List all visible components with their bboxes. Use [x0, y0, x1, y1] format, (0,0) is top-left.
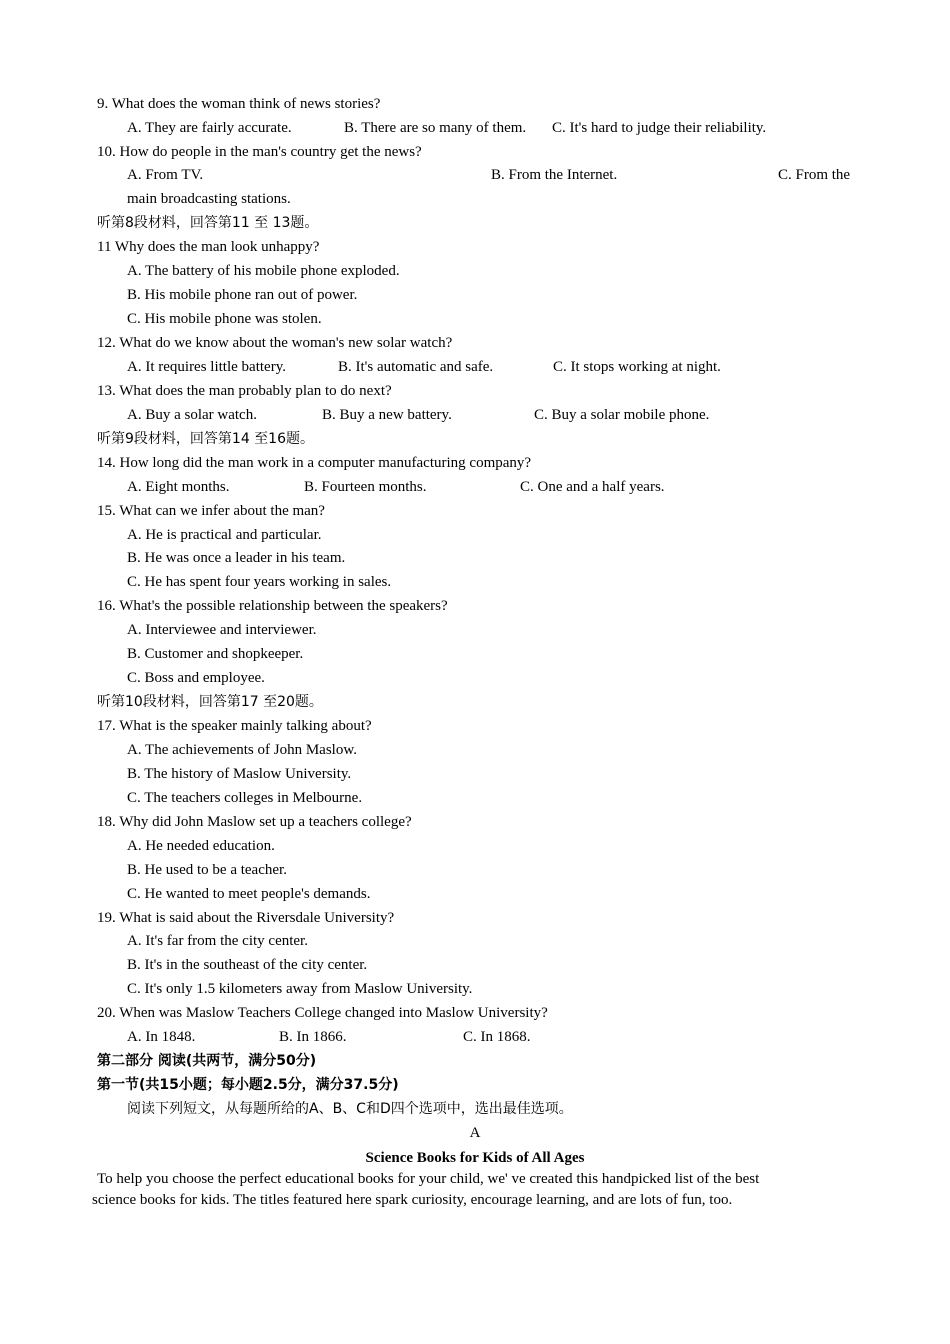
question-15: 15. What can we infer about the man? [97, 503, 325, 519]
question-12: 12. What do we know about the woman's new solar watch? [97, 335, 453, 351]
question-18-option-c: C. He wanted to meet people's demands. [127, 886, 371, 902]
reading-instruction: 阅读下列短文，从每题所给的A、B、C和D四个选项中，选出最佳选项。 [127, 1101, 573, 1117]
passage-paragraph-line-1: To help you choose the perfect educational books for your child, we' ve created this handpicked list of the best [97, 1171, 760, 1187]
question-16: 16. What's the possible relationship between the speakers? [97, 598, 448, 614]
question-9-option-b: B. There are so many of them. [344, 120, 527, 136]
passage-letter: A [469, 1125, 481, 1141]
question-16-option-b: B. Customer and shopkeeper. [127, 646, 304, 662]
question-10-option-a: A. From TV. [127, 167, 204, 183]
question-20-option-b: B. In 1866. [279, 1029, 347, 1045]
question-16-option-a: A. Interviewee and interviewer. [127, 622, 317, 638]
section-9-heading: 听第9段材料，回答第14 至16题。 [97, 431, 314, 447]
question-17: 17. What is the speaker mainly talking about? [97, 718, 372, 734]
question-14: 14. How long did the man work in a computer manufacturing company? [97, 455, 532, 471]
question-14-option-a: A. Eight months. [127, 479, 230, 495]
question-15-option-a: A. He is practical and particular. [127, 527, 322, 543]
question-20-option-a: A. In 1848. [127, 1029, 196, 1045]
part-2-heading: 第二部分 阅读(共两节，满分50分) [97, 1053, 317, 1069]
question-9-option-c: C. It's hard to judge their reliability. [552, 120, 767, 136]
question-13-option-a: A. Buy a solar watch. [127, 407, 257, 423]
section-10-heading: 听第10段材料，回答第17 至20题。 [97, 694, 323, 710]
question-19-option-b: B. It's in the southeast of the city center. [127, 957, 368, 973]
passage-title: Science Books for Kids of All Ages [365, 1150, 585, 1166]
question-18-option-b: B. He used to be a teacher. [127, 862, 287, 878]
question-10: 10. How do people in the man's country get the news? [97, 144, 422, 160]
question-17-option-a: A. The achievements of John Maslow. [127, 742, 357, 758]
question-12-option-b: B. It's automatic and safe. [338, 359, 494, 375]
question-15-option-b: B. He was once a leader in his team. [127, 550, 346, 566]
question-13-option-c: C. Buy a solar mobile phone. [534, 407, 710, 423]
question-16-option-c: C. Boss and employee. [127, 670, 265, 686]
question-9: 9. What does the woman think of news stories? [97, 96, 381, 112]
question-19-option-c: C. It's only 1.5 kilometers away from Maslow University. [127, 981, 473, 997]
question-17-option-b: B. The history of Maslow University. [127, 766, 352, 782]
question-11-option-a: A. The battery of his mobile phone exploded. [127, 263, 400, 279]
question-17-option-c: C. The teachers colleges in Melbourne. [127, 790, 363, 806]
section-8-heading: 听第8段材料，回答第11 至 13题。 [97, 215, 319, 231]
question-10-option-b: B. From the Internet. [491, 167, 618, 183]
question-18-option-a: A. He needed education. [127, 838, 275, 854]
question-9-option-a: A. They are fairly accurate. [127, 120, 292, 136]
question-13-option-b: B. Buy a new battery. [322, 407, 452, 423]
question-14-option-c: C. One and a half years. [520, 479, 665, 495]
question-19-option-a: A. It's far from the city center. [127, 933, 308, 949]
passage-paragraph-line-2: science books for kids. The titles featured here spark curiosity, encourage learning, and are lots of fun, too. [92, 1192, 733, 1208]
question-14-option-b: B. Fourteen months. [304, 479, 427, 495]
question-20-option-c: C. In 1868. [463, 1029, 531, 1045]
question-12-option-a: A. It requires little battery. [127, 359, 286, 375]
question-10-option-c: C. From the [778, 167, 851, 183]
section-1-heading: 第一节(共15小题；每小题2.5分，满分37.5分) [97, 1077, 399, 1093]
question-20: 20. When was Maslow Teachers College changed into Maslow University? [97, 1005, 548, 1021]
question-10-option-c-continued: main broadcasting stations. [127, 191, 291, 207]
question-12-option-c: C. It stops working at night. [553, 359, 721, 375]
question-13: 13. What does the man probably plan to do next? [97, 383, 392, 399]
question-11-option-b: B. His mobile phone ran out of power. [127, 287, 358, 303]
question-11: 11 Why does the man look unhappy? [97, 239, 320, 255]
question-11-option-c: C. His mobile phone was stolen. [127, 311, 322, 327]
question-18: 18. Why did John Maslow set up a teachers college? [97, 814, 412, 830]
question-15-option-c: C. He has spent four years working in sales. [127, 574, 392, 590]
question-19: 19. What is said about the Riversdale University? [97, 910, 395, 926]
